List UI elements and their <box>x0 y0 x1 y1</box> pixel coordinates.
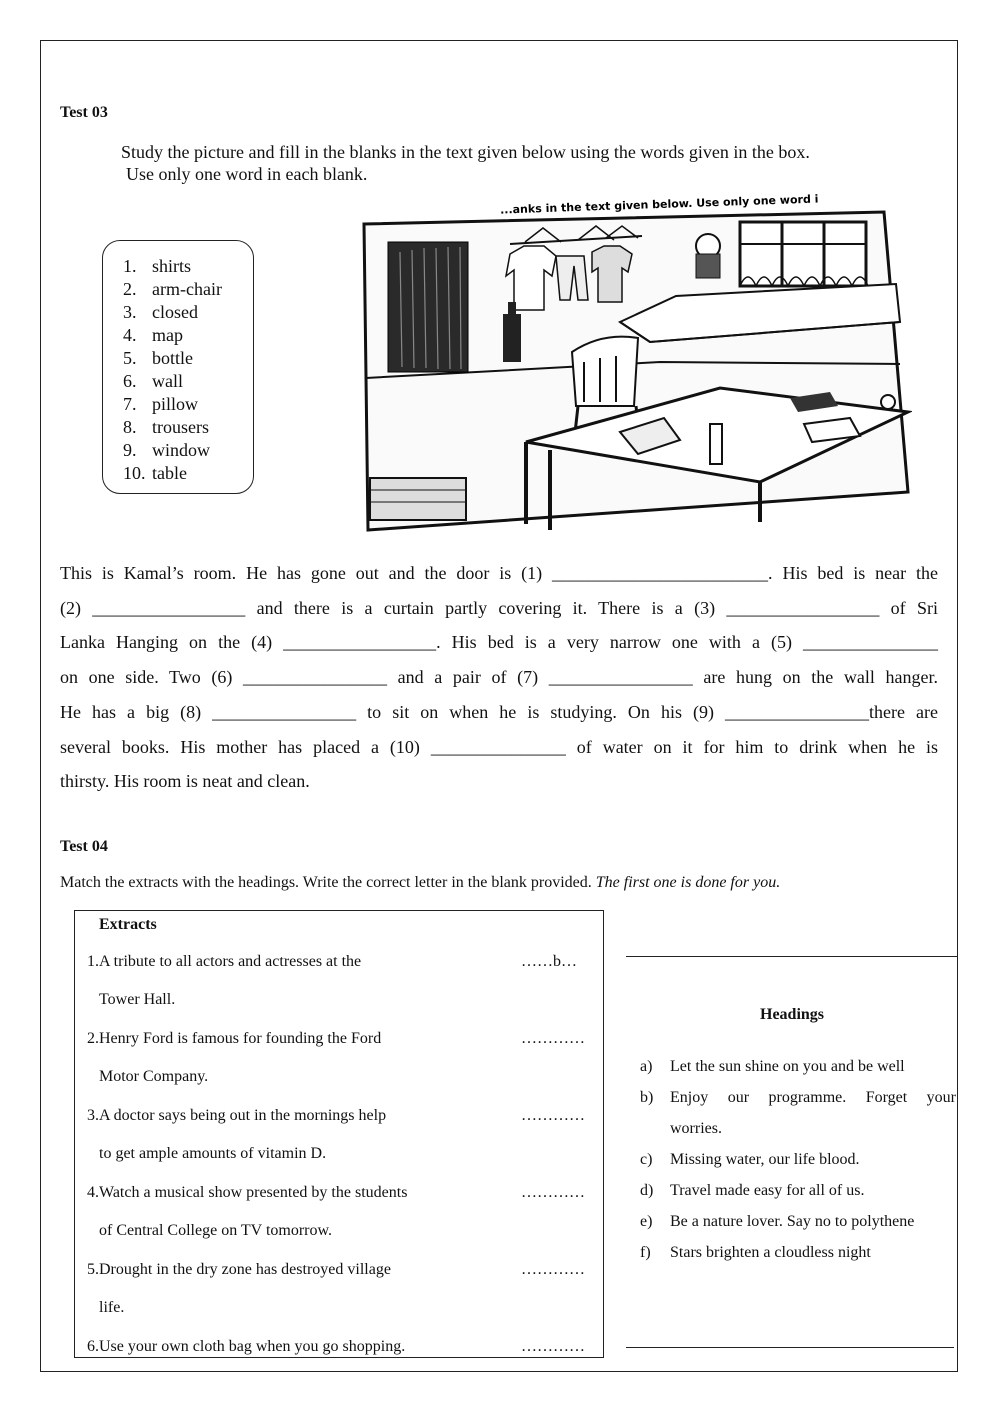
word-box-word: wall <box>152 371 183 391</box>
extract-text-cont: life. <box>99 1299 125 1316</box>
word-box-item <box>123 416 222 439</box>
word-box-item <box>123 278 222 301</box>
answer-blank[interactable]: ……b… <box>521 953 577 970</box>
extract-text-cont: Tower Hall. <box>99 991 176 1008</box>
extract-text-cont: Motor Company. <box>99 1068 209 1085</box>
word-box-item <box>123 462 222 485</box>
word-box-item <box>123 370 222 393</box>
word-box-number: 9. <box>123 440 137 460</box>
headings-bottom-rule <box>626 1347 954 1348</box>
word-box-number: 1. <box>123 256 137 276</box>
headings-title: Headings <box>760 1006 825 1023</box>
extract-text: 1.A tribute to all actors and actresses at the <box>87 953 362 970</box>
word-box-number: 3. <box>123 302 137 322</box>
heading-item <box>640 1175 956 1206</box>
extracts-box <box>74 910 604 1358</box>
word-box-number: 8. <box>123 417 137 437</box>
heading-letter: b) <box>640 1089 654 1106</box>
heading-item <box>640 1051 956 1082</box>
test03-title: Test 03 <box>60 104 108 121</box>
answer-blank[interactable]: ………… <box>521 1107 585 1124</box>
answer-blank[interactable]: ………… <box>521 1030 585 1047</box>
heading-item <box>640 1144 956 1175</box>
headings-list <box>640 1051 956 1268</box>
extract-text-cont: to get ample amounts of vitamin D. <box>99 1145 327 1162</box>
word-box-word: bottle <box>152 348 193 368</box>
heading-text-cont: worries. <box>670 1120 722 1137</box>
heading-item <box>640 1237 956 1268</box>
test04-instruction-italic: The first one is done for you. <box>595 874 781 891</box>
word-box-item <box>123 347 222 370</box>
test03-instruction-line1: Study the picture and fill in the blanks in the text given below using the words given in the box. <box>121 142 810 162</box>
word-box <box>102 240 254 494</box>
word-box-word: arm-chair <box>152 279 222 299</box>
word-list <box>123 255 222 485</box>
answer-blank[interactable]: ………… <box>521 1261 585 1278</box>
test03-instruction-line2: Use only one word in each blank. <box>126 164 368 184</box>
passage-line: (2) _________________ and there is a curtain partly covering it. There is a (3) _________________ of Sri <box>60 597 938 618</box>
answer-blank[interactable]: ………… <box>521 1338 585 1355</box>
word-box-item <box>123 324 222 347</box>
extract-text: 5.Drought in the dry zone has destroyed village <box>87 1261 391 1278</box>
heading-letter: f) <box>640 1244 651 1261</box>
word-box-number: 5. <box>123 348 137 368</box>
picture-caption: ...anks in the text given below. Use only one word i <box>499 192 819 217</box>
test04-instruction <box>60 874 780 892</box>
passage-line: This is Kamal’s room. He has gone out and the door is (1) ________________________. His bed is near the <box>60 563 938 583</box>
word-box-word: pillow <box>152 394 199 414</box>
room-picture <box>360 192 912 548</box>
passage-line: Lanka Hanging on the (4) _________________. His bed is a very narrow one with a (5) _______________ <box>60 632 938 653</box>
heading-letter: d) <box>640 1182 654 1199</box>
word-box-word: window <box>152 440 210 460</box>
word-box-number: 2. <box>123 279 137 299</box>
word-box-item <box>123 393 222 416</box>
passage-line: several books. His mother has placed a (10) _______________ of water on it for him to drink when he is <box>60 736 938 757</box>
word-box-item <box>123 301 222 324</box>
word-box-item <box>123 439 222 462</box>
heading-item <box>640 1206 956 1237</box>
extracts-title: Extracts <box>99 916 157 933</box>
word-box-number: 6. <box>123 371 137 391</box>
extract-text: 3.A doctor says being out in the mornings help <box>87 1107 387 1124</box>
word-box-word: trousers <box>152 417 209 437</box>
test04-title: Test 04 <box>60 838 108 855</box>
word-box-number: 7. <box>123 394 137 414</box>
heading-letter: c) <box>640 1151 653 1168</box>
heading-letter: e) <box>640 1213 653 1230</box>
answer-blank[interactable]: ………… <box>521 1184 585 1201</box>
fill-in-passage <box>60 556 938 799</box>
word-box-word: shirts <box>152 256 192 276</box>
heading-text: Be a nature lover. Say no to polythene <box>670 1213 915 1230</box>
extract-text: 6.Use your own cloth bag when you go shopping. <box>87 1338 406 1355</box>
word-box-number: 4. <box>123 325 137 345</box>
word-box-word: table <box>152 463 187 483</box>
heading-text: Missing water, our life blood. <box>670 1151 860 1168</box>
word-box-number: 10. <box>123 463 146 483</box>
heading-text: Stars brighten a cloudless night <box>670 1244 871 1261</box>
passage-line: thirsty. His room is neat and clean. <box>60 771 310 792</box>
word-box-word: map <box>152 325 183 345</box>
heading-text: Let the sun shine on you and be well <box>670 1058 905 1075</box>
word-box-item <box>123 255 222 278</box>
heading-text: Travel made easy for all of us. <box>670 1182 865 1199</box>
test04-instruction-text: Match the extracts with the headings. Write the correct letter in the blank provided. <box>60 874 592 891</box>
extract-text: 2.Henry Ford is famous for founding the Ford <box>87 1030 382 1047</box>
extract-text-cont: of Central College on TV tomorrow. <box>99 1222 332 1239</box>
extract-text: 4.Watch a musical show presented by the students <box>87 1184 408 1201</box>
heading-item <box>640 1082 956 1144</box>
heading-letter: a) <box>640 1058 653 1075</box>
heading-text: Enjoy our programme. Forget your <box>670 1089 956 1106</box>
headings-top-rule <box>626 956 958 957</box>
word-box-word: closed <box>152 302 198 322</box>
passage-line: on one side. Two (6) ________________ and a pair of (7) ________________ are hung on the wall hanger. <box>60 667 938 688</box>
passage-line: He has a big (8) ________________ to sit on when he is studying. On his (9) ________________there are <box>60 701 938 722</box>
